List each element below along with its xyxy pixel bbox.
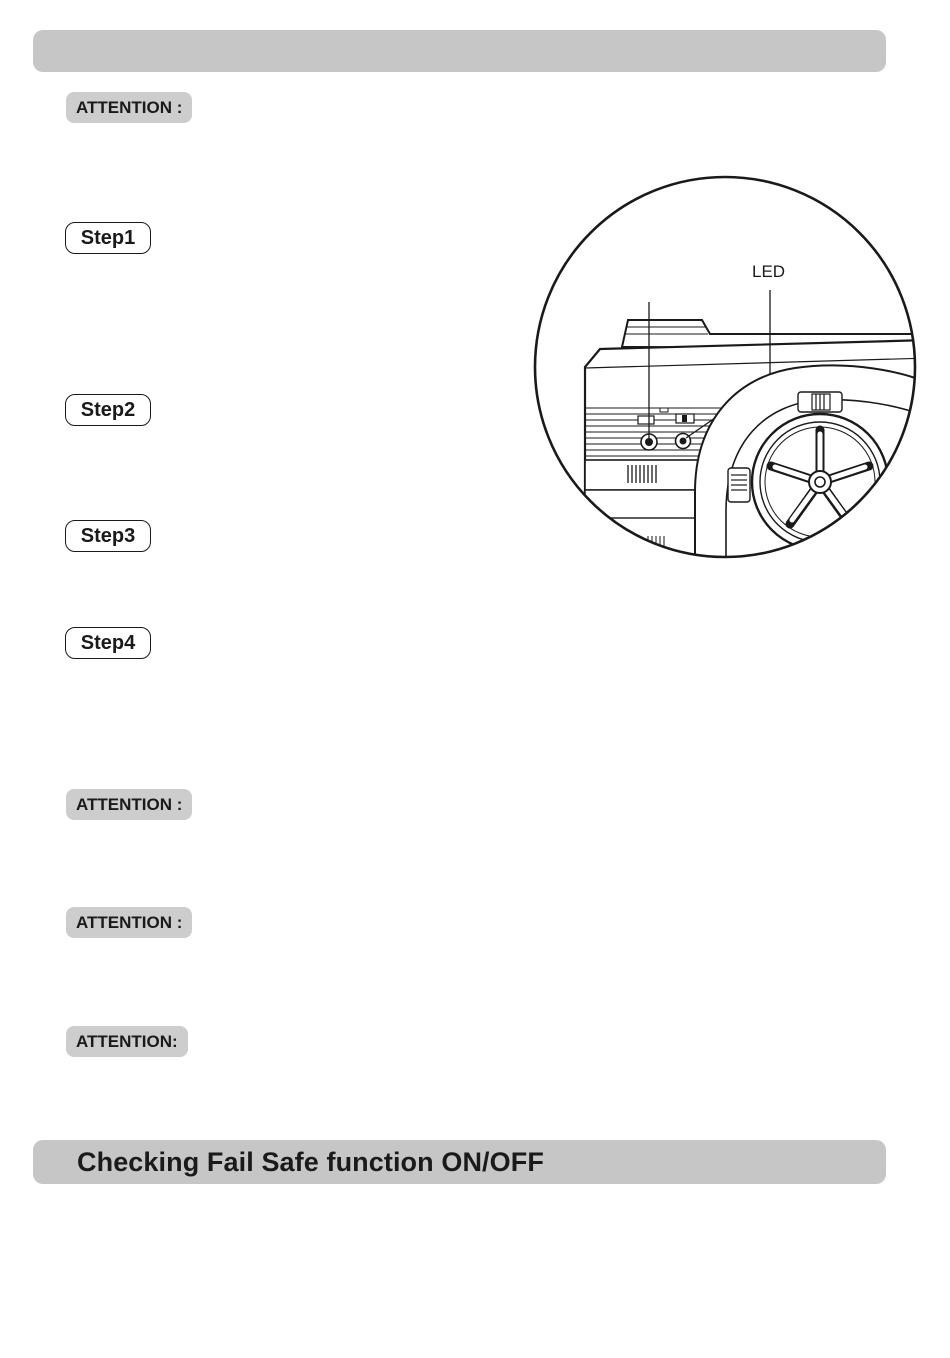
attention-badge-3: ATTENTION : xyxy=(66,907,192,938)
attention-badge-4: ATTENTION: xyxy=(66,1026,188,1057)
section-title: Checking Fail Safe function ON/OFF xyxy=(77,1147,544,1177)
attention-badge-2: ATTENTION : xyxy=(66,789,192,820)
section-header xyxy=(33,1140,886,1184)
step4-badge: Step4 xyxy=(65,627,151,659)
receiver-body xyxy=(585,290,920,562)
wheel-graphic xyxy=(752,414,888,550)
header-bar xyxy=(33,30,886,72)
step2-badge: Step2 xyxy=(65,394,151,426)
led-label: LED xyxy=(752,262,786,281)
receiver-diagram xyxy=(530,172,920,562)
step3-badge: Step3 xyxy=(65,520,151,552)
step1-badge: Step1 xyxy=(65,222,151,254)
attention-badge-1: ATTENTION : xyxy=(66,92,192,123)
